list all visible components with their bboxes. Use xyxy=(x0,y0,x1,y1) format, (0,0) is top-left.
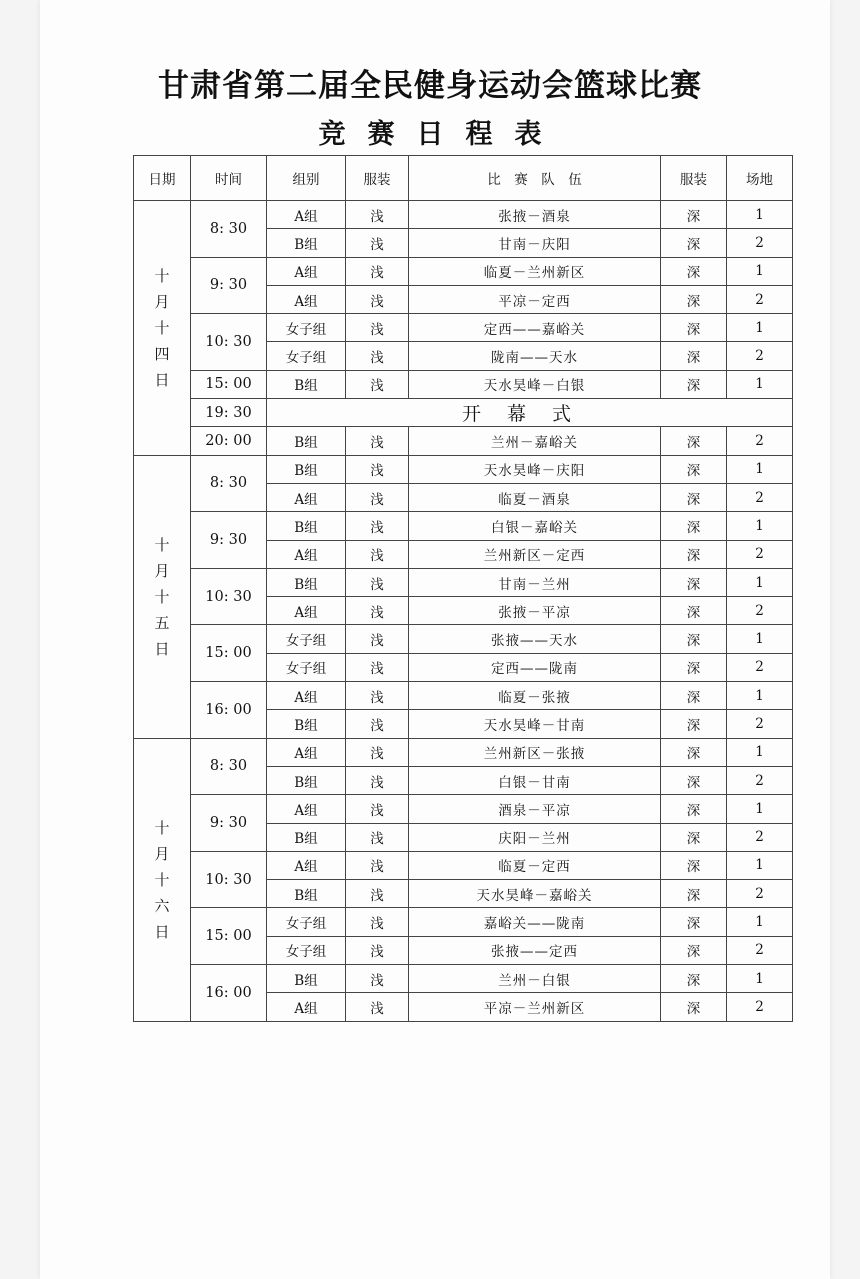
group-cell: 女子组 xyxy=(267,314,346,342)
venue-cell: 2 xyxy=(727,427,793,455)
teams-cell: 兰州新区－张掖 xyxy=(409,738,661,766)
header-uniform-home: 服装 xyxy=(346,156,409,201)
uniform-home-cell: 浅 xyxy=(346,625,409,653)
uniform-away-cell: 深 xyxy=(661,738,727,766)
uniform-home-cell: 浅 xyxy=(346,795,409,823)
teams-cell: 张掖——天水 xyxy=(409,625,661,653)
venue-cell: 1 xyxy=(727,314,793,342)
schedule-table xyxy=(133,155,793,1022)
teams-cell: 白银－甘南 xyxy=(409,766,661,794)
uniform-home-cell: 浅 xyxy=(346,568,409,596)
uniform-away-cell: 深 xyxy=(661,625,727,653)
table-row xyxy=(134,851,793,879)
teams-cell: 兰州－嘉峪关 xyxy=(409,427,661,455)
venue-cell: 1 xyxy=(727,795,793,823)
uniform-home-cell: 浅 xyxy=(346,908,409,936)
uniform-home-cell: 浅 xyxy=(346,597,409,625)
group-cell: B组 xyxy=(267,229,346,257)
uniform-away-cell: 深 xyxy=(661,597,727,625)
group-cell: 女子组 xyxy=(267,653,346,681)
venue-cell: 2 xyxy=(727,936,793,964)
uniform-home-cell: 浅 xyxy=(346,965,409,993)
teams-cell: 酒泉－平凉 xyxy=(409,795,661,823)
table-row xyxy=(134,257,793,285)
group-cell: A组 xyxy=(267,201,346,229)
venue-cell: 1 xyxy=(727,908,793,936)
group-cell: A组 xyxy=(267,682,346,710)
uniform-home-cell: 浅 xyxy=(346,314,409,342)
venue-cell: 2 xyxy=(727,229,793,257)
venue-cell: 1 xyxy=(727,568,793,596)
uniform-home-cell: 浅 xyxy=(346,427,409,455)
table-row xyxy=(134,512,793,540)
uniform-away-cell: 深 xyxy=(661,229,727,257)
uniform-home-cell: 浅 xyxy=(346,823,409,851)
table-row xyxy=(134,370,793,398)
date-label: 十月十四日 xyxy=(154,266,170,389)
uniform-home-cell: 浅 xyxy=(346,370,409,398)
time-cell: 10: 30 xyxy=(191,851,267,908)
teams-cell: 临夏－张掖 xyxy=(409,682,661,710)
venue-cell: 2 xyxy=(727,540,793,568)
uniform-home-cell: 浅 xyxy=(346,342,409,370)
group-cell: A组 xyxy=(267,851,346,879)
teams-cell: 平凉－定西 xyxy=(409,285,661,313)
group-cell: 女子组 xyxy=(267,625,346,653)
uniform-home-cell: 浅 xyxy=(346,653,409,681)
uniform-home-cell: 浅 xyxy=(346,738,409,766)
header-date: 日期 xyxy=(134,156,191,201)
venue-cell: 1 xyxy=(727,201,793,229)
venue-cell: 1 xyxy=(727,455,793,483)
venue-cell: 2 xyxy=(727,880,793,908)
teams-cell: 庆阳－兰州 xyxy=(409,823,661,851)
schedule-body xyxy=(134,201,793,1022)
time-cell: 16: 00 xyxy=(191,965,267,1022)
teams-cell: 甘南－兰州 xyxy=(409,568,661,596)
group-cell: B组 xyxy=(267,965,346,993)
time-cell: 9: 30 xyxy=(191,795,267,852)
uniform-away-cell: 深 xyxy=(661,965,727,993)
teams-cell: 兰州新区－定西 xyxy=(409,540,661,568)
uniform-home-cell: 浅 xyxy=(346,285,409,313)
uniform-away-cell: 深 xyxy=(661,795,727,823)
uniform-away-cell: 深 xyxy=(661,314,727,342)
teams-cell: 定西——嘉峪关 xyxy=(409,314,661,342)
uniform-away-cell: 深 xyxy=(661,483,727,511)
uniform-home-cell: 浅 xyxy=(346,483,409,511)
uniform-away-cell: 深 xyxy=(661,342,727,370)
uniform-away-cell: 深 xyxy=(661,908,727,936)
teams-cell: 嘉峪关——陇南 xyxy=(409,908,661,936)
teams-cell: 甘南－庆阳 xyxy=(409,229,661,257)
teams-cell: 临夏－定西 xyxy=(409,851,661,879)
teams-cell: 临夏－兰州新区 xyxy=(409,257,661,285)
uniform-away-cell: 深 xyxy=(661,851,727,879)
uniform-home-cell: 浅 xyxy=(346,201,409,229)
uniform-home-cell: 浅 xyxy=(346,936,409,964)
table-header-row xyxy=(134,156,793,201)
time-cell: 15: 00 xyxy=(191,625,267,682)
venue-cell: 2 xyxy=(727,993,793,1021)
uniform-home-cell: 浅 xyxy=(346,540,409,568)
opening-ceremony: 开幕式 xyxy=(267,399,793,427)
table-row xyxy=(134,625,793,653)
uniform-away-cell: 深 xyxy=(661,710,727,738)
group-cell: A组 xyxy=(267,285,346,313)
teams-cell: 临夏－酒泉 xyxy=(409,483,661,511)
uniform-away-cell: 深 xyxy=(661,568,727,596)
date-label: 十月十六日 xyxy=(154,818,170,941)
group-cell: A组 xyxy=(267,993,346,1021)
group-cell: A组 xyxy=(267,795,346,823)
group-cell: B组 xyxy=(267,455,346,483)
venue-cell: 1 xyxy=(727,625,793,653)
group-cell: 女子组 xyxy=(267,908,346,936)
group-cell: B组 xyxy=(267,370,346,398)
table-row xyxy=(134,738,793,766)
group-cell: B组 xyxy=(267,823,346,851)
venue-cell: 1 xyxy=(727,257,793,285)
time-cell: 16: 00 xyxy=(191,682,267,739)
table-row xyxy=(134,682,793,710)
uniform-home-cell: 浅 xyxy=(346,766,409,794)
time-cell: 10: 30 xyxy=(191,314,267,371)
uniform-away-cell: 深 xyxy=(661,540,727,568)
time-cell: 15: 00 xyxy=(191,908,267,965)
uniform-away-cell: 深 xyxy=(661,653,727,681)
time-cell: 10: 30 xyxy=(191,568,267,625)
uniform-home-cell: 浅 xyxy=(346,455,409,483)
venue-cell: 2 xyxy=(727,710,793,738)
header-teams: 比 赛 队 伍 xyxy=(409,156,661,201)
table-row xyxy=(134,201,793,229)
table-row xyxy=(134,568,793,596)
venue-cell: 1 xyxy=(727,738,793,766)
date-label: 十月十五日 xyxy=(154,535,170,658)
group-cell: A组 xyxy=(267,257,346,285)
uniform-away-cell: 深 xyxy=(661,766,727,794)
document-subtitle: 竞赛日程表 xyxy=(318,119,564,150)
date-cell xyxy=(134,738,191,1021)
table-row xyxy=(134,427,793,455)
table-row xyxy=(134,908,793,936)
venue-cell: 2 xyxy=(727,285,793,313)
group-cell: B组 xyxy=(267,766,346,794)
uniform-away-cell: 深 xyxy=(661,257,727,285)
group-cell: A组 xyxy=(267,483,346,511)
time-cell: 19: 30 xyxy=(191,399,267,427)
uniform-home-cell: 浅 xyxy=(346,512,409,540)
uniform-home-cell: 浅 xyxy=(346,993,409,1021)
time-cell: 8: 30 xyxy=(191,738,267,795)
teams-cell: 天水昊峰－白银 xyxy=(409,370,661,398)
teams-cell: 张掖－平凉 xyxy=(409,597,661,625)
uniform-away-cell: 深 xyxy=(661,370,727,398)
uniform-home-cell: 浅 xyxy=(346,851,409,879)
uniform-away-cell: 深 xyxy=(661,936,727,964)
venue-cell: 2 xyxy=(727,653,793,681)
venue-cell: 2 xyxy=(727,766,793,794)
document-title: 甘肃省第二届全民健身运动会篮球比赛 xyxy=(158,68,702,104)
date-cell xyxy=(134,201,191,456)
group-cell: A组 xyxy=(267,540,346,568)
teams-cell: 张掖－酒泉 xyxy=(409,201,661,229)
group-cell: B组 xyxy=(267,512,346,540)
teams-cell: 平凉－兰州新区 xyxy=(409,993,661,1021)
group-cell: B组 xyxy=(267,710,346,738)
teams-cell: 陇南——天水 xyxy=(409,342,661,370)
ceremony-row xyxy=(134,399,793,427)
uniform-home-cell: 浅 xyxy=(346,229,409,257)
uniform-home-cell: 浅 xyxy=(346,710,409,738)
uniform-away-cell: 深 xyxy=(661,512,727,540)
uniform-away-cell: 深 xyxy=(661,201,727,229)
teams-cell: 天水昊峰－嘉峪关 xyxy=(409,880,661,908)
group-cell: 女子组 xyxy=(267,342,346,370)
time-cell: 8: 30 xyxy=(191,455,267,512)
uniform-away-cell: 深 xyxy=(661,880,727,908)
venue-cell: 2 xyxy=(727,823,793,851)
venue-cell: 1 xyxy=(727,851,793,879)
table-row xyxy=(134,455,793,483)
uniform-away-cell: 深 xyxy=(661,427,727,455)
group-cell: A组 xyxy=(267,738,346,766)
table-row xyxy=(134,314,793,342)
uniform-away-cell: 深 xyxy=(661,823,727,851)
table-row xyxy=(134,965,793,993)
venue-cell: 2 xyxy=(727,597,793,625)
venue-cell: 2 xyxy=(727,342,793,370)
uniform-away-cell: 深 xyxy=(661,993,727,1021)
date-cell xyxy=(134,455,191,738)
uniform-home-cell: 浅 xyxy=(346,257,409,285)
header-venue: 场地 xyxy=(727,156,793,201)
header-group: 组别 xyxy=(267,156,346,201)
time-cell: 9: 30 xyxy=(191,512,267,569)
teams-cell: 天水昊峰－甘南 xyxy=(409,710,661,738)
venue-cell: 2 xyxy=(727,483,793,511)
uniform-home-cell: 浅 xyxy=(346,880,409,908)
time-cell: 9: 30 xyxy=(191,257,267,314)
table-row xyxy=(134,795,793,823)
header-time: 时间 xyxy=(191,156,267,201)
venue-cell: 1 xyxy=(727,682,793,710)
group-cell: A组 xyxy=(267,597,346,625)
uniform-home-cell: 浅 xyxy=(346,682,409,710)
teams-cell: 白银－嘉峪关 xyxy=(409,512,661,540)
uniform-away-cell: 深 xyxy=(661,455,727,483)
teams-cell: 定西——陇南 xyxy=(409,653,661,681)
group-cell: B组 xyxy=(267,568,346,596)
time-cell: 20: 00 xyxy=(191,427,267,455)
teams-cell: 天水昊峰－庆阳 xyxy=(409,455,661,483)
time-cell: 8: 30 xyxy=(191,201,267,258)
header-uniform-away: 服装 xyxy=(661,156,727,201)
uniform-away-cell: 深 xyxy=(661,285,727,313)
group-cell: B组 xyxy=(267,427,346,455)
group-cell: 女子组 xyxy=(267,936,346,964)
venue-cell: 1 xyxy=(727,965,793,993)
group-cell: B组 xyxy=(267,880,346,908)
time-cell: 15: 00 xyxy=(191,370,267,398)
teams-cell: 张掖——定西 xyxy=(409,936,661,964)
teams-cell: 兰州－白银 xyxy=(409,965,661,993)
venue-cell: 1 xyxy=(727,512,793,540)
venue-cell: 1 xyxy=(727,370,793,398)
uniform-away-cell: 深 xyxy=(661,682,727,710)
